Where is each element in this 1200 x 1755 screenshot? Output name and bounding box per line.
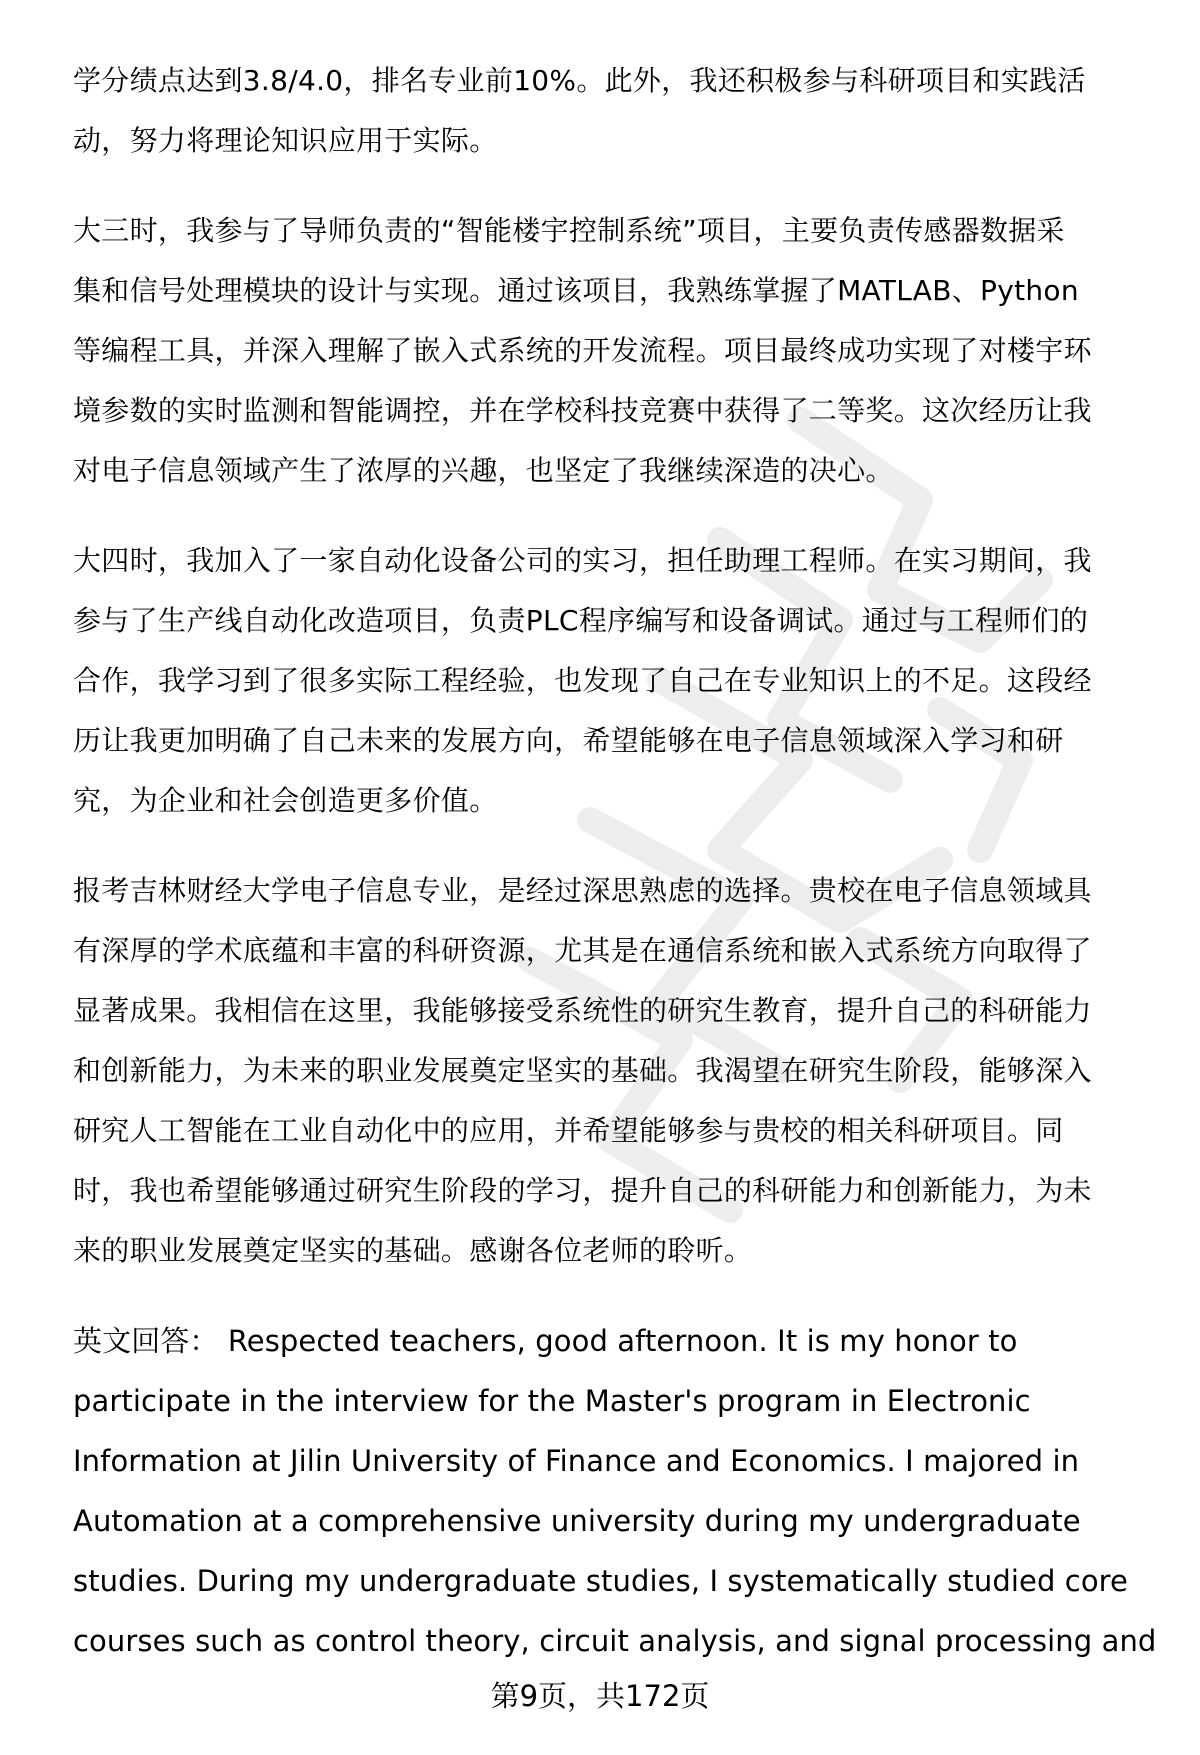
text-line: studies. During my undergraduate studies, I systematically studied core bbox=[73, 1564, 1128, 1598]
text-line: 大四时，我加入了一家自动化设备公司的实习，担任助理工程师。在实习期间，我 bbox=[73, 544, 1092, 577]
text-line: 和创新能力，为未来的职业发展奠定坚实的基础。我渴望在研究生阶段，能够深入 bbox=[73, 1054, 1092, 1087]
paragraph-english-answer bbox=[73, 1311, 1157, 1671]
text-line: 对电子信息领域产生了浓厚的兴趣，也坚定了我继续深造的决心。 bbox=[73, 454, 894, 487]
text-line: 学分绩点达到3.8/4.0，排名专业前10%。此外，我还积极参与科研项目和实践活 bbox=[73, 64, 1086, 97]
text-line: 动，努力将理论知识应用于实际。 bbox=[73, 124, 498, 157]
paragraph-intro-continuation bbox=[73, 51, 1133, 171]
paragraph-application-motivation bbox=[73, 861, 1133, 1281]
text-line: 合作，我学习到了很多实际工程经验，也发现了自己在专业知识上的不足。这段经 bbox=[73, 664, 1092, 697]
text-line: 集和信号处理模块的设计与实现。通过该项目，我熟练掌握了MATLAB、Python bbox=[73, 274, 1079, 307]
text-line: 究，为企业和社会创造更多价值。 bbox=[73, 784, 498, 817]
text-line: 等编程工具，并深入理解了嵌入式系统的开发流程。项目最终成功实现了对楼宇环 bbox=[73, 334, 1092, 367]
page-number-footer: 第9页，共172页 bbox=[490, 1679, 710, 1713]
text-line: 研究人工智能在工业自动化中的应用，并希望能够参与贵校的相关科研项目。同 bbox=[73, 1114, 1064, 1147]
text-line: Automation at a comprehensive university during my undergraduate bbox=[73, 1504, 1081, 1538]
text-line: 境参数的实时监测和智能调控，并在学校科技竞赛中获得了二等奖。这次经历让我 bbox=[73, 394, 1092, 427]
text-line: courses such as control theory, circuit analysis, and signal processing and bbox=[73, 1624, 1157, 1658]
text-line: 时，我也希望能够通过研究生阶段的学习，提升自己的科研能力和创新能力，为未 bbox=[73, 1174, 1092, 1207]
text-line: Information at Jilin University of Finance and Economics. I majored in bbox=[73, 1444, 1080, 1478]
text-line: 显著成果。我相信在这里，我能够接受系统性的研究生教育，提升自己的科研能力 bbox=[73, 994, 1092, 1027]
text-line: 来的职业发展奠定坚实的基础。感谢各位老师的聆听。 bbox=[73, 1234, 753, 1267]
text-line: 有深厚的学术底蕴和丰富的科研资源，尤其是在通信系统和嵌入式系统方向取得了 bbox=[73, 934, 1092, 967]
paragraph-junior-year-project bbox=[73, 201, 1133, 501]
text-line: 英文回答： Respected teachers, good afternoon. It is my honor to bbox=[73, 1324, 1018, 1358]
text-line: participate in the interview for the Master's program in Electronic bbox=[73, 1384, 1031, 1418]
text-line: 大三时，我参与了导师负责的“智能楼宇控制系统”项目，主要负责传感器数据采 bbox=[73, 214, 1065, 247]
paragraph-senior-year-internship bbox=[73, 531, 1133, 831]
text-line: 报考吉林财经大学电子信息专业，是经过深思熟虑的选择。贵校在电子信息领域具 bbox=[73, 874, 1092, 907]
text-line: 历让我更加明确了自己未来的发展方向，希望能够在电子信息领域深入学习和研 bbox=[73, 724, 1064, 757]
text-line: 参与了生产线自动化改造项目，负责PLC程序编写和设备调试。通过与工程师们的 bbox=[73, 604, 1089, 637]
